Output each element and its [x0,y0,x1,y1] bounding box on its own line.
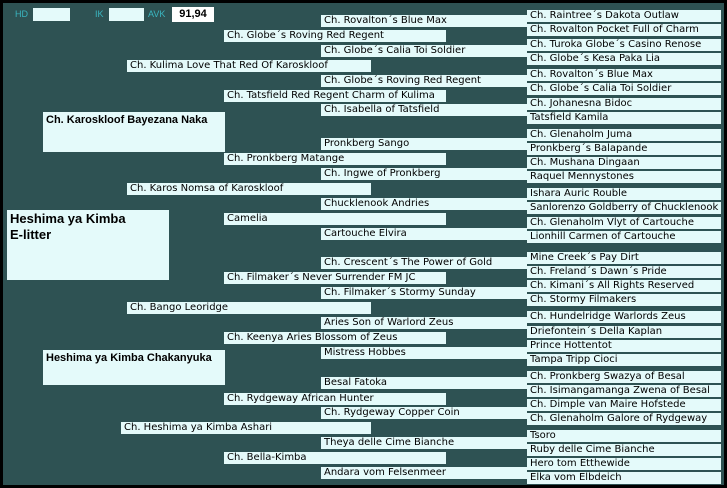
gen4-box-14[interactable]: Ch. Rydgeway Copper Coin [321,407,527,419]
gen5-box-27[interactable]: Ch. Dimple van Maire Hofstede [527,399,721,411]
gen5-box-31[interactable]: Hero tom Etthewide [527,458,721,470]
gen4-box-15[interactable]: Theya delle Cime Bianche [321,437,527,449]
gen5-box-14[interactable]: Sanlorenzo Goldberry of Chucklenook [527,202,721,214]
gen4-box-3[interactable]: Ch. Globe´s Roving Red Regent [321,75,527,87]
gen5-box-22[interactable]: Driefontein´s Della Kaplan [527,326,721,338]
gen3-box-3[interactable]: Ch. Pronkberg Matange [224,153,446,165]
gen4-box-11[interactable]: Aries Son of Warlord Zeus [321,317,527,329]
gen5-box-30[interactable]: Ruby delle Cime Bianche [527,444,721,456]
ik-label: IK [95,9,104,19]
gen4-box-13[interactable]: Besal Fatoka [321,377,527,389]
gen4-box-12[interactable]: Mistress Hobbes [321,347,527,359]
gen5-box-3[interactable]: Ch. Turoka Globe´s Casino Renose [527,39,721,51]
gen5-box-1[interactable]: Ch. Raintree´s Dakota Outlaw [527,10,721,22]
avk-label: AVK [148,9,166,19]
gen3-box-8[interactable]: Ch. Bella-Kimba [224,452,446,464]
gen5-box-17[interactable]: Mine Creek´s Pay Dirt [527,252,721,264]
subject-litter: E-litter [10,227,52,242]
gen5-box-23[interactable]: Prince Hottentot [527,340,721,352]
subject-name: Heshima ya Kimba [10,211,126,226]
gen5-box-5[interactable]: Ch. Rovalton´s Blue Max [527,69,721,81]
gen2-box-1[interactable]: Ch. Kulima Love That Red Of Karoskloof [127,60,371,72]
gen4-box-1[interactable]: Ch. Rovalton´s Blue Max [321,15,527,27]
sire-box[interactable]: Ch. Karoskloof Bayezana Naka [43,112,225,152]
gen2-box-4[interactable]: Ch. Heshima ya Kimba Ashari [121,422,371,434]
gen5-box-19[interactable]: Ch. Kimani´s All Rights Reserved [527,280,721,292]
gen5-box-25[interactable]: Ch. Pronkberg Swazya of Besal [527,371,721,383]
gen5-box-9[interactable]: Ch. Glenaholm Juma [527,129,721,141]
gen5-box-6[interactable]: Ch. Globe´s Calia Toi Soldier [527,83,721,95]
gen5-box-4[interactable]: Ch. Globe´s Kesa Paka Lia [527,53,721,65]
gen5-box-15[interactable]: Ch. Glenaholm Vlyt of Cartouche [527,217,721,229]
gen5-box-2[interactable]: Ch. Rovalton Pocket Full of Charm [527,24,721,36]
gen4-box-5[interactable]: Pronkberg Sango [321,138,527,150]
gen5-box-26[interactable]: Ch. Isimangamanga Zwena of Besal [527,385,721,397]
gen4-box-16[interactable]: Andara vom Felsenmeer [321,467,527,479]
gen4-box-4[interactable]: Ch. Isabella of Tatsfield [321,104,527,116]
gen3-box-2[interactable]: Ch. Tatsfield Red Regent Charm of Kulima [224,90,446,102]
gen5-box-29[interactable]: Tsoro [527,430,721,442]
gen4-box-8[interactable]: Cartouche Elvira [321,228,527,240]
avk-value: 91,94 [172,7,214,22]
gen2-box-2[interactable]: Ch. Karos Nomsa of Karoskloof [127,183,371,195]
ik-field[interactable] [109,8,144,21]
gen5-box-24[interactable]: Tampa Tripp Cioci [527,354,721,366]
gen5-box-13[interactable]: Ishara Auric Rouble [527,188,721,200]
gen3-box-1[interactable]: Ch. Globe´s Roving Red Regent [224,30,446,42]
gen2-box-3[interactable]: Ch. Bango Leoridge [127,302,371,314]
gen3-box-4[interactable]: Camelia [224,213,446,225]
gen5-box-20[interactable]: Ch. Stormy Filmakers [527,294,721,306]
gen3-box-5[interactable]: Ch. Filmaker´s Never Surrender FM JC [224,272,446,284]
hd-field[interactable] [33,8,70,21]
gen5-box-21[interactable]: Ch. Hundelridge Warlords Zeus [527,311,721,323]
gen3-box-6[interactable]: Ch. Keenya Aries Blossom of Zeus [224,332,446,344]
gen5-box-8[interactable]: Tatsfield Kamila [527,112,721,124]
gen5-box-7[interactable]: Ch. Johanesna Bidoc [527,98,721,110]
gen4-box-7[interactable]: Chucklenook Andries [321,198,527,210]
gen4-box-2[interactable]: Ch. Globe´s Calia Toi Soldier [321,45,527,57]
gen5-box-18[interactable]: Ch. Freland´s Dawn´s Pride [527,266,721,278]
gen5-box-11[interactable]: Ch. Mushana Dingaan [527,157,721,169]
gen5-box-28[interactable]: Ch. Glenaholm Galore of Rydgeway [527,413,721,425]
gen5-box-10[interactable]: Pronkberg´s Balapande [527,143,721,155]
gen5-box-16[interactable]: Lionhill Carmen of Cartouche [527,231,721,243]
dam-box[interactable]: Heshima ya Kimba Chakanyuka [43,350,225,385]
gen4-box-6[interactable]: Ch. Ingwe of Pronkberg [321,168,527,180]
gen4-box-9[interactable]: Ch. Crescent´s The Power of Gold [321,257,527,269]
gen3-box-7[interactable]: Ch. Rydgeway African Hunter [224,393,446,405]
subject-box[interactable] [7,210,169,280]
gen5-box-12[interactable]: Raquel Mennystones [527,171,721,183]
gen5-box-32[interactable]: Elka vom Elbdeich [527,472,721,484]
gen4-box-10[interactable]: Ch. Filmaker´s Stormy Sunday [321,287,527,299]
hd-label: HD [15,9,28,19]
